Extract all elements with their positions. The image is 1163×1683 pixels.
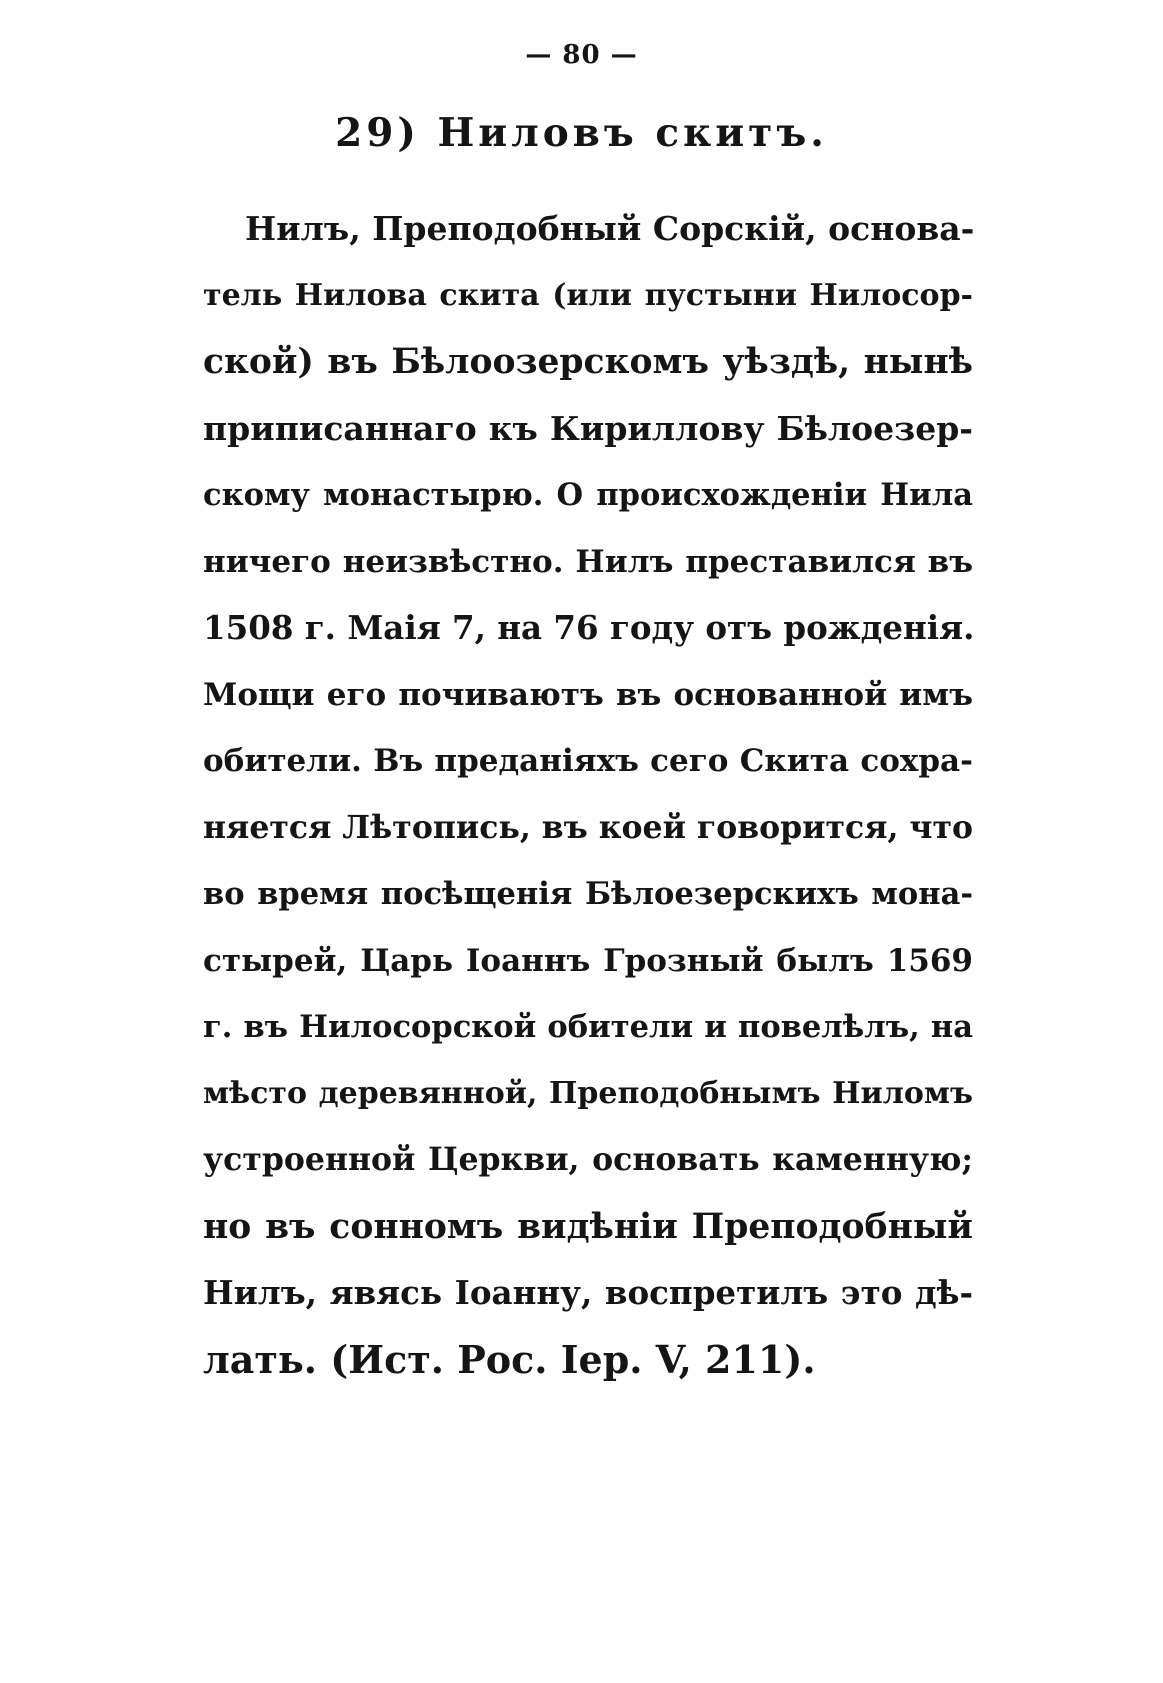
text-line: Мощи его почиваютъ въ основанной имъ bbox=[203, 676, 973, 713]
text-line: приписаннаго къ Кириллову Бѣлоезер- bbox=[203, 408, 973, 448]
text-line: г. въ Нилосорской обители и повелѣлъ, на bbox=[203, 1009, 973, 1045]
text-line: ничего неизвѣстно. Нилъ преставился въ bbox=[203, 543, 973, 580]
page-number: — 80 — bbox=[525, 40, 638, 70]
section-title: 29) Ниловъ скитъ. bbox=[335, 110, 828, 156]
text-line: лать. (Ист. Рос. Іер. V, 211). bbox=[203, 1336, 816, 1382]
text-line: устроенной Церкви, основать каменную; bbox=[203, 1141, 973, 1178]
text-line: обители. Въ преданіяхъ сего Скита сохра- bbox=[203, 743, 973, 779]
text-line: мѣсто деревянной, Преподобнымъ Ниломъ bbox=[203, 1075, 973, 1111]
text-line: Нилъ, явясь Іоанну, воспретилъ это дѣ- bbox=[203, 1273, 973, 1312]
text-line: во время посѣщенія Бѣлоезерскихъ мона- bbox=[203, 876, 973, 912]
text-line: скому монастырю. О происхожденіи Нила bbox=[203, 477, 973, 513]
text-line: Нилъ, Преподобный Сорскій, основа- bbox=[245, 209, 975, 248]
text-line: ской) въ Бѣлоозерскомъ уѣздѣ, нынѣ bbox=[203, 342, 973, 382]
text-line: тель Нилова скита (или пустыни Нилосор- bbox=[203, 277, 973, 313]
body-text bbox=[203, 196, 973, 1393]
text-line: няется Лѣтопись, въ коей говорится, что bbox=[203, 808, 973, 846]
text-line: но въ сонномъ видѣніи Преподобный bbox=[203, 1206, 973, 1247]
text-line: 1508 г. Маія 7, на 76 году отъ рожденія. bbox=[203, 608, 975, 647]
text-line: стырей, Царь Іоаннъ Грозный былъ 1569 bbox=[203, 942, 973, 979]
